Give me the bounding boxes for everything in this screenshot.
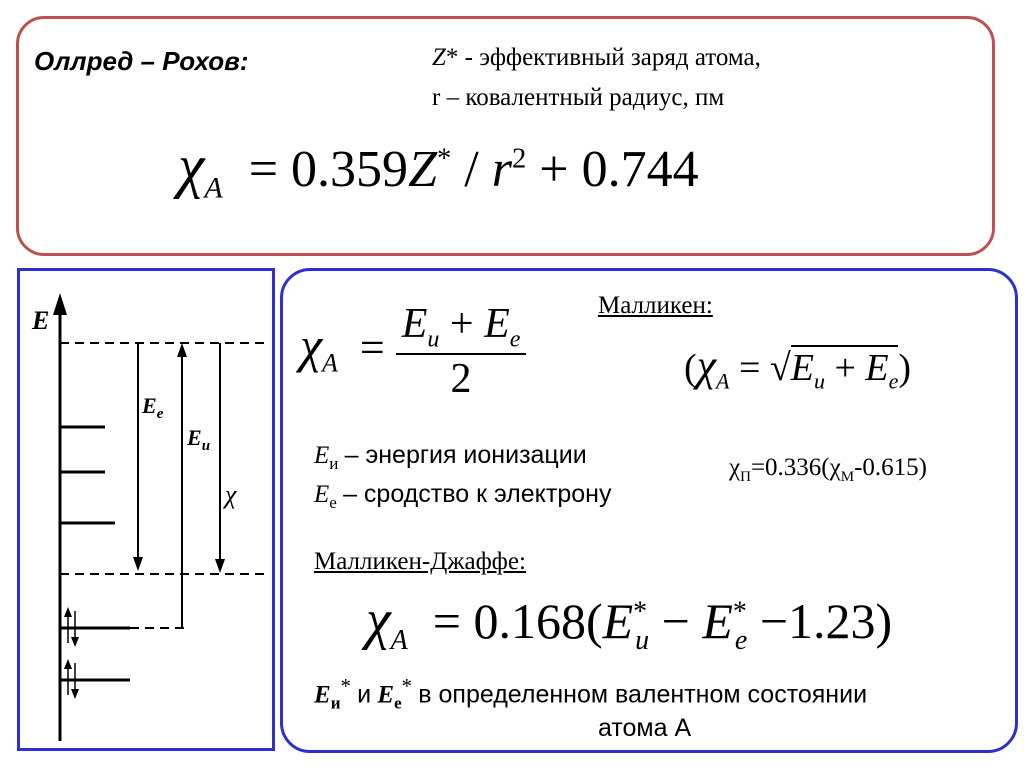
pauling-mulliken-relation: $\chi_П=0.336(\chi_М-0.615)$ (729, 454, 927, 485)
eu-label: $E_и$ (187, 425, 211, 454)
definition-r: r – ковалентный радиус, пм (432, 84, 725, 111)
energy-level-diagram (20, 271, 272, 748)
ee-label: $E_e$ (142, 393, 164, 422)
valence-state-note: $E_и^*$ и $E_е^*$ в определенном валентном состоянии (314, 674, 868, 713)
definition-ionization: $E_и$ – энергия ионизации (314, 441, 587, 473)
mulliken-heading: Малликен: (598, 292, 713, 319)
mulliken-average-formula: $\chi_A$ = $\frac{E_и + E_e}{2}$ (300, 300, 526, 403)
energy-axis-label: E (32, 306, 50, 335)
chi-label: χ (225, 480, 237, 509)
definition-affinity: $E_е$ – сродство к электрону (314, 480, 612, 512)
allred-rochow-formula: $\chi_A = 0.359Z^* / r^2 + 0.744$ (178, 133, 699, 205)
valence-state-note-line2: атома А (598, 714, 692, 742)
mulliken-jaffe-formula: $\chi_A = 0.168(E^*_и - E^*_e -1.23)$ (366, 589, 893, 656)
allred-rochow-heading: Оллред – Рохов: (34, 46, 249, 76)
mulliken-jaffe-heading: Малликен-Джаффе: (314, 548, 526, 575)
mulliken-sqrt-formula: $(\chi_A = √E_и + E_e)$ (684, 341, 912, 394)
energy-axis-arrow (53, 293, 67, 315)
definition-z: Z* - эффективный заряд атома, (432, 44, 761, 71)
